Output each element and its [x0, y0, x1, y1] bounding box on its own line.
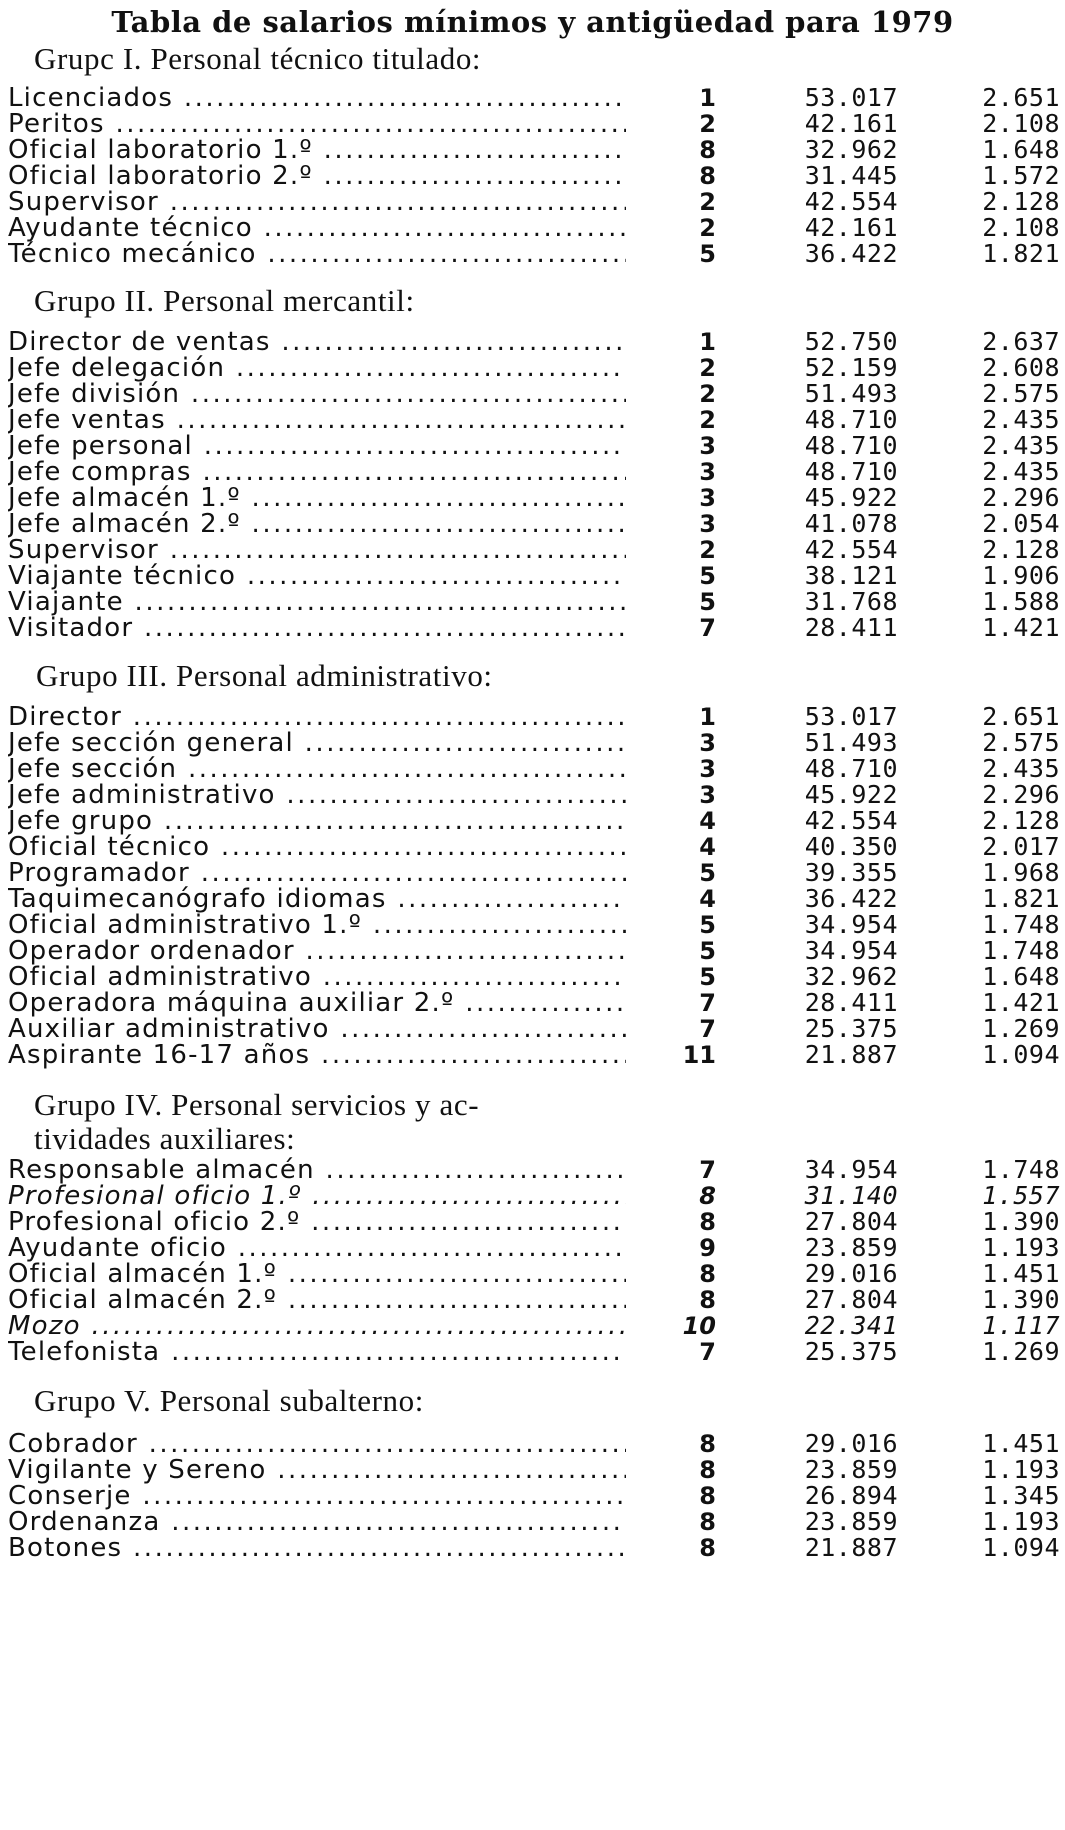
- seniority-value: 1.117: [982, 1311, 1060, 1340]
- seniority-value: 1.748: [982, 936, 1060, 965]
- category-label: Ayudante oficio .....: [8, 1233, 626, 1263]
- seniority-value: 2.296: [982, 780, 1060, 809]
- category-label: Jefe división .....: [8, 379, 626, 409]
- salary-value: 48.710: [804, 457, 898, 486]
- level-number: 5: [699, 562, 716, 590]
- category-label: Jefe almacén 1.º .....: [8, 483, 626, 513]
- seniority-value: 2.608: [982, 353, 1060, 382]
- level-number: 3: [699, 781, 716, 809]
- salary-value: 42.161: [804, 213, 898, 242]
- salary-value: 34.954: [804, 936, 898, 965]
- level-number: 2: [699, 380, 716, 408]
- salary-value: 21.887: [804, 1533, 898, 1562]
- salary-value: 28.411: [804, 988, 898, 1017]
- category-label: Viajante .....: [8, 587, 626, 617]
- level-number: 8: [699, 1456, 716, 1484]
- salary-value: 34.954: [804, 910, 898, 939]
- category-label: Oficial técnico .....: [8, 832, 626, 862]
- salary-value: 22.341: [804, 1311, 898, 1340]
- category-label: Oficial administrativo .....: [8, 962, 626, 992]
- level-number: 10: [682, 1312, 716, 1340]
- group-heading: Grupo II. Personal mercantil:: [34, 283, 415, 318]
- category-label: Operador ordenador .....: [8, 936, 626, 966]
- seniority-value: 1.572: [982, 161, 1060, 190]
- table-row: [8, 1337, 1060, 1367]
- level-number: 2: [699, 214, 716, 242]
- level-number: 8: [699, 136, 716, 164]
- table-row: [8, 239, 1060, 269]
- level-number: 3: [699, 458, 716, 486]
- salary-value: 28.411: [804, 613, 898, 642]
- salary-value: 41.078: [804, 509, 898, 538]
- level-number: 2: [699, 354, 716, 382]
- category-label: Viajante técnico .....: [8, 561, 626, 591]
- salary-value: 52.750: [804, 327, 898, 356]
- category-label: Ayudante técnico .....: [8, 213, 626, 243]
- document-title: Tabla de salarios mínimos y antigüedad para 1979: [111, 5, 954, 39]
- category-label: Vigilante y Sereno .....: [8, 1455, 626, 1485]
- category-label: Jefe sección .....: [8, 754, 626, 784]
- salary-value: 53.017: [804, 702, 898, 731]
- table-row: [8, 1040, 1060, 1070]
- category-label: Oficial almacén 1.º .....: [8, 1259, 626, 1289]
- category-label: Oficial laboratorio 1.º .....: [8, 135, 626, 165]
- seniority-value: 2.435: [982, 405, 1060, 434]
- seniority-value: 2.651: [982, 83, 1060, 112]
- salary-value: 45.922: [804, 483, 898, 512]
- category-label: Ordenanza .....: [8, 1507, 626, 1537]
- category-label: Mozo .....: [8, 1311, 626, 1341]
- category-label: Supervisor .....: [8, 535, 626, 565]
- seniority-value: 1.390: [982, 1285, 1060, 1314]
- seniority-value: 1.421: [982, 613, 1060, 642]
- seniority-value: 2.435: [982, 754, 1060, 783]
- level-number: 8: [699, 162, 716, 190]
- seniority-value: 1.345: [982, 1481, 1060, 1510]
- category-label: Licenciados .....: [8, 83, 626, 113]
- table-row: [8, 1533, 1060, 1563]
- seniority-value: 1.193: [982, 1233, 1060, 1262]
- level-number: 5: [699, 588, 716, 616]
- salary-value: 23.859: [804, 1507, 898, 1536]
- seniority-value: 2.575: [982, 379, 1060, 408]
- salary-value: 40.350: [804, 832, 898, 861]
- seniority-value: 1.588: [982, 587, 1060, 616]
- seniority-value: 1.094: [982, 1533, 1060, 1562]
- seniority-value: 1.269: [982, 1014, 1060, 1043]
- seniority-value: 1.557: [982, 1181, 1060, 1210]
- level-number: 9: [699, 1234, 716, 1262]
- category-label: Oficial almacén 2.º .....: [8, 1285, 626, 1315]
- seniority-value: 2.108: [982, 109, 1060, 138]
- salary-value: 42.554: [804, 535, 898, 564]
- level-number: 2: [699, 188, 716, 216]
- category-label: Conserje .....: [8, 1481, 626, 1511]
- seniority-value: 1.648: [982, 135, 1060, 164]
- category-label: Jefe personal .....: [8, 431, 626, 461]
- salary-value: 45.922: [804, 780, 898, 809]
- category-label: Profesional oficio 2.º .....: [8, 1207, 626, 1237]
- level-number: 8: [699, 1208, 716, 1236]
- group-heading: Grupo IV. Personal servicios y ac- tividades auxiliares:: [34, 1087, 480, 1156]
- level-number: 5: [699, 963, 716, 991]
- salary-value: 36.422: [804, 239, 898, 268]
- category-label: Jefe grupo .....: [8, 806, 626, 836]
- seniority-value: 2.651: [982, 702, 1060, 731]
- level-number: 5: [699, 911, 716, 939]
- seniority-value: 2.575: [982, 728, 1060, 757]
- level-number: 8: [699, 1182, 716, 1210]
- level-number: 2: [699, 406, 716, 434]
- level-number: 4: [699, 833, 716, 861]
- salary-value: 26.894: [804, 1481, 898, 1510]
- level-number: 8: [699, 1260, 716, 1288]
- level-number: 5: [699, 937, 716, 965]
- salary-value: 31.445: [804, 161, 898, 190]
- seniority-value: 1.451: [982, 1259, 1060, 1288]
- category-label: Oficial administrativo 1.º .....: [8, 910, 626, 940]
- level-number: 8: [699, 1482, 716, 1510]
- category-label: Taquimecanógrafo idiomas .....: [8, 884, 626, 914]
- salary-value: 36.422: [804, 884, 898, 913]
- seniority-value: 1.451: [982, 1429, 1060, 1458]
- seniority-value: 1.193: [982, 1455, 1060, 1484]
- salary-value: 31.768: [804, 587, 898, 616]
- category-label: Jefe delegación .....: [8, 353, 626, 383]
- seniority-value: 1.748: [982, 910, 1060, 939]
- seniority-value: 2.296: [982, 483, 1060, 512]
- seniority-value: 1.421: [982, 988, 1060, 1017]
- seniority-value: 2.435: [982, 431, 1060, 460]
- seniority-value: 2.435: [982, 457, 1060, 486]
- salary-value: 23.859: [804, 1233, 898, 1262]
- seniority-value: 1.821: [982, 239, 1060, 268]
- seniority-value: 2.128: [982, 187, 1060, 216]
- salary-value: 34.954: [804, 1155, 898, 1184]
- seniority-value: 2.637: [982, 327, 1060, 356]
- seniority-value: 1.821: [982, 884, 1060, 913]
- category-label: Jefe sección general .....: [8, 728, 626, 758]
- category-label: Botones .....: [8, 1533, 626, 1563]
- seniority-value: 2.054: [982, 509, 1060, 538]
- category-label: Telefonista .....: [8, 1337, 626, 1367]
- seniority-value: 1.648: [982, 962, 1060, 991]
- salary-value: 29.016: [804, 1429, 898, 1458]
- level-number: 5: [699, 240, 716, 268]
- salary-value: 32.962: [804, 962, 898, 991]
- level-number: 3: [699, 729, 716, 757]
- level-number: 2: [699, 110, 716, 138]
- level-number: 3: [699, 510, 716, 538]
- level-number: 3: [699, 755, 716, 783]
- seniority-value: 1.968: [982, 858, 1060, 887]
- seniority-value: 2.128: [982, 535, 1060, 564]
- level-number: 5: [699, 859, 716, 887]
- level-number: 7: [699, 989, 716, 1017]
- table-row: [8, 613, 1060, 643]
- salary-value: 38.121: [804, 561, 898, 590]
- category-label: Visitador .....: [8, 613, 626, 643]
- seniority-value: 2.108: [982, 213, 1060, 242]
- seniority-value: 1.269: [982, 1337, 1060, 1366]
- category-label: Jefe ventas .....: [8, 405, 626, 435]
- level-number: 1: [699, 703, 716, 731]
- salary-value: 29.016: [804, 1259, 898, 1288]
- salary-value: 42.554: [804, 187, 898, 216]
- seniority-value: 2.017: [982, 832, 1060, 861]
- category-label: Responsable almacén .....: [8, 1155, 626, 1185]
- salary-value: 52.159: [804, 353, 898, 382]
- category-label: Profesional oficio 1.º .....: [8, 1181, 626, 1211]
- salary-value: 32.962: [804, 135, 898, 164]
- level-number: 1: [699, 84, 716, 112]
- seniority-value: 1.390: [982, 1207, 1060, 1236]
- salary-value: 48.710: [804, 754, 898, 783]
- level-number: 7: [699, 614, 716, 642]
- category-label: Jefe almacén 2.º .....: [8, 509, 626, 539]
- salary-value: 31.140: [804, 1181, 898, 1210]
- level-number: 8: [699, 1286, 716, 1314]
- seniority-value: 1.094: [982, 1040, 1060, 1069]
- category-label: Supervisor .....: [8, 187, 626, 217]
- salary-value: 39.355: [804, 858, 898, 887]
- salary-value: 21.887: [804, 1040, 898, 1069]
- level-number: 2: [699, 536, 716, 564]
- group-heading: Grupo V. Personal subalterno:: [34, 1383, 424, 1418]
- category-label: Jefe compras .....: [8, 457, 626, 487]
- salary-value: 48.710: [804, 431, 898, 460]
- seniority-value: 1.906: [982, 561, 1060, 590]
- salary-value: 23.859: [804, 1455, 898, 1484]
- salary-value: 27.804: [804, 1285, 898, 1314]
- level-number: 8: [699, 1534, 716, 1562]
- level-number: 4: [699, 807, 716, 835]
- category-label: Aspirante 16-17 años .....: [8, 1040, 626, 1070]
- seniority-value: 2.128: [982, 806, 1060, 835]
- level-number: 1: [699, 328, 716, 356]
- level-number: 7: [699, 1338, 716, 1366]
- salary-value: 25.375: [804, 1014, 898, 1043]
- group-heading: Grupo III. Personal administrativo:: [36, 658, 493, 693]
- seniority-value: 1.748: [982, 1155, 1060, 1184]
- category-label: Director de ventas .....: [8, 327, 626, 357]
- level-number: 4: [699, 885, 716, 913]
- level-number: 7: [699, 1156, 716, 1184]
- level-number: 8: [699, 1430, 716, 1458]
- category-label: Peritos .....: [8, 109, 626, 139]
- salary-value: 42.161: [804, 109, 898, 138]
- category-label: Técnico mecánico .....: [8, 239, 626, 269]
- salary-value: 53.017: [804, 83, 898, 112]
- salary-value: 48.710: [804, 405, 898, 434]
- level-number: 3: [699, 484, 716, 512]
- category-label: Operadora máquina auxiliar 2.º .....: [8, 988, 626, 1018]
- level-number: 8: [699, 1508, 716, 1536]
- salary-value: 51.493: [804, 728, 898, 757]
- salary-value: 51.493: [804, 379, 898, 408]
- level-number: 3: [699, 432, 716, 460]
- seniority-value: 1.193: [982, 1507, 1060, 1536]
- level-number: 7: [699, 1015, 716, 1043]
- salary-value: 27.804: [804, 1207, 898, 1236]
- category-label: Cobrador .....: [8, 1429, 626, 1459]
- group-heading: Grupc I. Personal técnico titulado:: [34, 41, 482, 76]
- category-label: Oficial laboratorio 2.º .....: [8, 161, 626, 191]
- salary-value: 25.375: [804, 1337, 898, 1366]
- category-label: Auxiliar administrativo .....: [8, 1014, 626, 1044]
- level-number: 11: [682, 1041, 716, 1069]
- category-label: Programador .....: [8, 858, 626, 888]
- salary-value: 42.554: [804, 806, 898, 835]
- category-label: Jefe administrativo .....: [8, 780, 626, 810]
- category-label: Director .....: [8, 702, 626, 732]
